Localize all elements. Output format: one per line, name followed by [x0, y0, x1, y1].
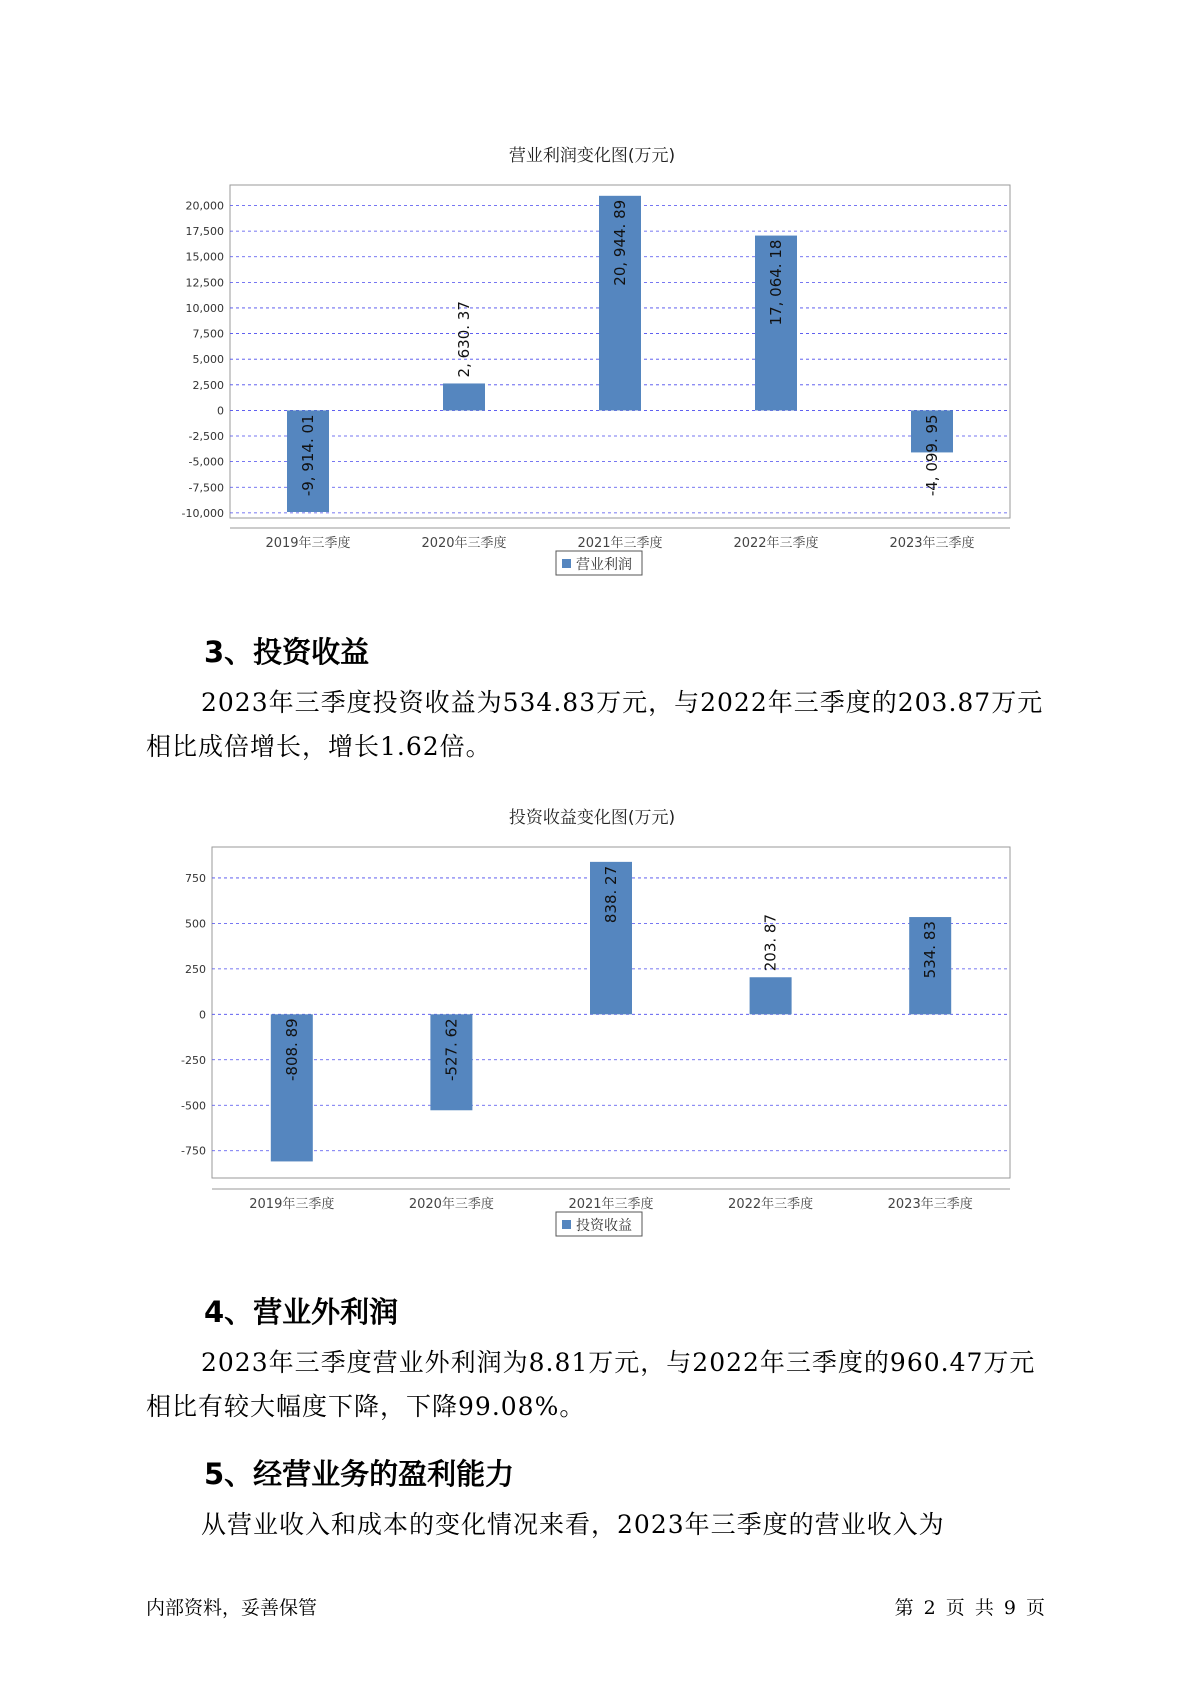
- legend-swatch: [562, 1220, 571, 1229]
- y-tick-label: 0: [217, 404, 224, 418]
- y-tick-label: -500: [181, 1099, 206, 1113]
- y-tick-labels: [181, 872, 206, 1158]
- legend: [556, 1212, 642, 1236]
- data-label: 17, 064. 18: [767, 239, 785, 326]
- y-tick-label: 17,500: [185, 225, 224, 239]
- investment-income-chart-svg: [160, 800, 1030, 1260]
- data-label: -4, 099. 95: [923, 414, 941, 497]
- y-tick-label: 15,000: [185, 250, 224, 264]
- x-tick-label: 2020年三季度: [408, 1197, 494, 1212]
- y-tick-label: -5,000: [188, 455, 224, 469]
- y-tick-labels: [182, 199, 224, 519]
- y-tick-label: 5,000: [192, 353, 224, 367]
- paragraph-line: 相比有较大幅度下降，下降99.08%。: [146, 1392, 586, 1421]
- section-heading-non-operating-profit: 4、营业外利润: [204, 1295, 399, 1329]
- footer-note: 内部资料，妥善保管: [146, 1597, 318, 1619]
- legend-swatch: [562, 559, 571, 568]
- x-tick-labels: [265, 535, 974, 551]
- y-tick-label: 20,000: [185, 199, 224, 213]
- bar: [750, 977, 792, 1014]
- bar: [443, 383, 485, 410]
- data-label: 203. 87: [761, 913, 780, 972]
- paragraph-line: 2023年三季度营业外利润为8.81万元，与2022年三季度的960.47万元: [201, 1348, 1036, 1377]
- y-tick-label: 2,500: [192, 378, 224, 392]
- data-label: -808. 89: [282, 1018, 301, 1081]
- chart-title: 营业利润变化图(万元): [508, 146, 676, 166]
- y-tick-label: -7,500: [188, 481, 224, 495]
- y-tick-label: -10,000: [181, 506, 224, 520]
- chart-title: 投资收益变化图(万元): [508, 808, 676, 828]
- legend: [556, 551, 642, 575]
- x-tick-label: 2019年三季度: [249, 1197, 335, 1212]
- x-tick-label: 2021年三季度: [568, 1197, 654, 1212]
- y-tick-label: -750: [181, 1144, 206, 1158]
- y-tick-label: -2,500: [188, 430, 224, 444]
- data-label: 20, 944. 89: [611, 199, 629, 286]
- paragraph-line: 相比成倍增长，增长1.62倍。: [146, 732, 492, 761]
- y-tick-label: 500: [185, 917, 206, 931]
- paragraph-line: 从营业收入和成本的变化情况来看，2023年三季度的营业收入为: [201, 1510, 945, 1539]
- data-label: 2, 630. 37: [455, 301, 473, 378]
- data-label: -9, 914. 01: [299, 414, 317, 497]
- x-tick-label: 2023年三季度: [889, 536, 975, 551]
- y-tick-label: -250: [181, 1053, 206, 1067]
- x-tick-label: 2023年三季度: [887, 1197, 973, 1212]
- paragraph-line: 2023年三季度投资收益为534.83万元，与2022年三季度的203.87万元: [201, 688, 1044, 717]
- paragraph-non-operating-profit: [146, 1341, 1046, 1429]
- operating-profit-chart-svg: [160, 135, 1030, 595]
- section-heading-profitability: 5、经营业务的盈利能力: [204, 1457, 515, 1491]
- x-tick-label: 2019年三季度: [265, 536, 351, 551]
- paragraph-profitability: [146, 1503, 1046, 1547]
- legend-label: 投资收益: [576, 1218, 632, 1234]
- data-label: 534. 83: [921, 921, 940, 979]
- y-tick-label: 750: [185, 871, 206, 885]
- operating-profit-chart: [160, 135, 1030, 595]
- paragraph-investment-income: [146, 681, 1046, 769]
- data-label: -527. 62: [442, 1018, 461, 1081]
- y-tick-label: 7,500: [192, 327, 224, 341]
- x-tick-label: 2022年三季度: [733, 536, 819, 551]
- section-heading-investment-income: 3、投资收益: [204, 635, 370, 669]
- y-tick-label: 0: [199, 1008, 206, 1022]
- page-number: 第 2 页 共 9 页: [894, 1597, 1045, 1619]
- x-tick-label: 2022年三季度: [728, 1197, 814, 1212]
- y-tick-label: 10,000: [185, 301, 224, 315]
- y-tick-label: 250: [185, 962, 206, 976]
- data-label: 838. 27: [602, 865, 620, 924]
- x-tick-labels: [249, 1196, 972, 1212]
- x-tick-label: 2020年三季度: [421, 536, 507, 551]
- x-tick-label: 2021年三季度: [577, 536, 663, 551]
- legend-label: 营业利润: [576, 557, 632, 573]
- investment-income-chart: [160, 800, 1030, 1260]
- y-tick-label: 12,500: [185, 276, 224, 290]
